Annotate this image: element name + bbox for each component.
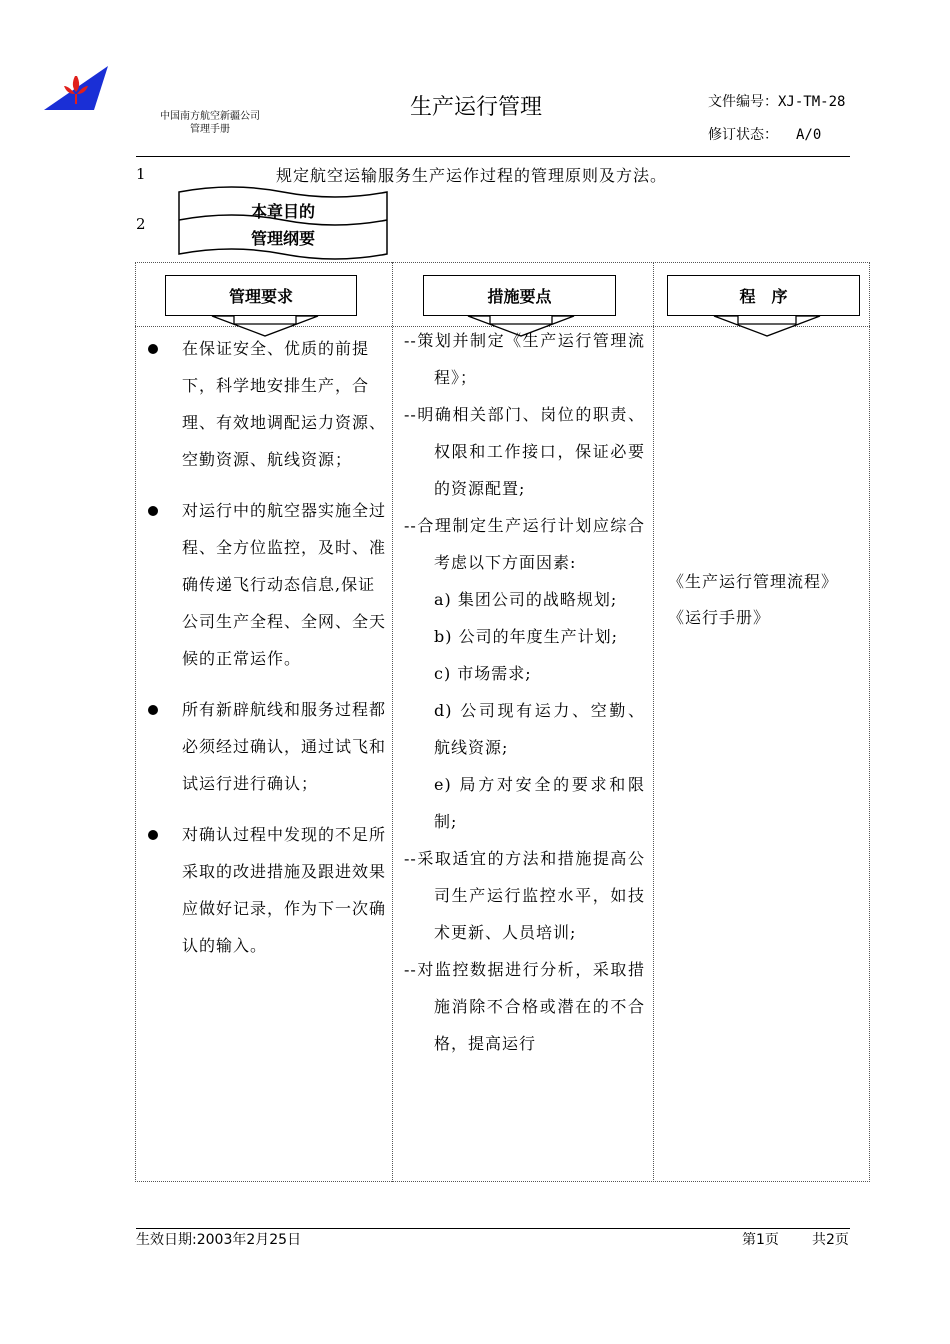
section-banner-shape xyxy=(177,184,389,262)
measure-sub-item: c) 市场需求; xyxy=(434,664,532,683)
procedure-link: 《运行手册》 xyxy=(668,608,771,627)
requirements-column xyxy=(138,330,386,978)
footer-divider xyxy=(136,1228,850,1229)
measure-sub-item: a) 集团公司的战略规划; xyxy=(434,590,618,609)
doc-number-value: XJ-TM-28 xyxy=(778,94,846,110)
revision-status xyxy=(708,127,858,144)
measure-sub-item: b) 公司的年度生产计划; xyxy=(434,627,618,646)
revision-label: 修订状态： xyxy=(708,127,778,143)
header-requirements: 管理要求 xyxy=(165,275,357,316)
table-col-divider-1 xyxy=(392,262,393,1182)
page-total: 共2页 xyxy=(812,1232,849,1248)
page-title: 生产运行管理 xyxy=(410,95,543,120)
header-procedures: 程 序 xyxy=(667,275,860,316)
requirement-item: 对确认过程中发现的不足所采取的改进措施及跟进效果应做好记录，作为下一次确认的输入。 xyxy=(138,816,386,964)
manual-name: 管理手册 xyxy=(190,124,230,135)
table-col-divider-2 xyxy=(653,262,654,1182)
measure-item: --明确相关部门、岗位的职责、权限和工作接口，保证必要的资源配置; xyxy=(404,405,645,498)
company-name: 中国南方航空新疆公司 xyxy=(160,111,260,122)
bullet-icon xyxy=(148,506,158,516)
requirement-item: 所有新辟航线和服务过程都必须经过确认，通过试飞和试运行进行确认； xyxy=(138,691,386,802)
measure-item: --对监控数据进行分析，采取措施消除不合格或潜在的不合格，提高运行 xyxy=(404,960,645,1053)
procedure-link: 《生产运行管理流程》 xyxy=(668,572,839,591)
measure-item: --合理制定生产运行计划应综合考虑以下方面因素: xyxy=(404,516,645,572)
measure-item: --采取适宜的方法和措施提高公司生产运行监控水平，如技术更新、人员培训; xyxy=(404,849,645,942)
bullet-icon xyxy=(148,830,158,840)
section-1-text: 规定航空运输服务生产运作过程的管理原则及方法。 xyxy=(276,166,668,185)
banner-outline-label: 管理纲要 xyxy=(250,229,315,248)
revision-value: A/0 xyxy=(796,127,822,143)
measures-column xyxy=(400,322,645,1177)
measure-sub-item: e) 局方对安全的要求和限制; xyxy=(434,775,645,831)
header-measures: 措施要点 xyxy=(423,275,616,316)
section-2-number: 2 xyxy=(136,215,146,233)
section-1-number: 1 xyxy=(136,165,146,183)
procedures-column xyxy=(668,564,863,636)
bullet-icon xyxy=(148,705,158,715)
bullet-icon xyxy=(148,344,158,354)
header-divider xyxy=(136,156,850,157)
company-logo-icon xyxy=(42,64,112,112)
doc-number-label: 文件编号： xyxy=(708,94,778,110)
effective-date: 生效日期:2003年2月25日 xyxy=(136,1232,302,1248)
requirement-item: 对运行中的航空器实施全过程、全方位监控，及时、准确传递飞行动态信息,保证公司生产全程、全网、全天候的正常运作。 xyxy=(138,492,386,677)
requirement-item: 在保证安全、优质的前提下，科学地安排生产，合理、有效地调配运力资源、空勤资源、航线资源； xyxy=(138,330,386,478)
page-current: 第1页 xyxy=(742,1232,779,1248)
doc-number xyxy=(708,94,858,111)
banner-purpose-label: 本章目的 xyxy=(250,202,315,221)
measure-item: --策划并制定《生产运行管理流程》； xyxy=(404,331,645,387)
arrow-procedures-shape xyxy=(712,314,822,338)
measure-sub-item: d) 公司现有运力、空勤、航线资源; xyxy=(434,701,645,757)
